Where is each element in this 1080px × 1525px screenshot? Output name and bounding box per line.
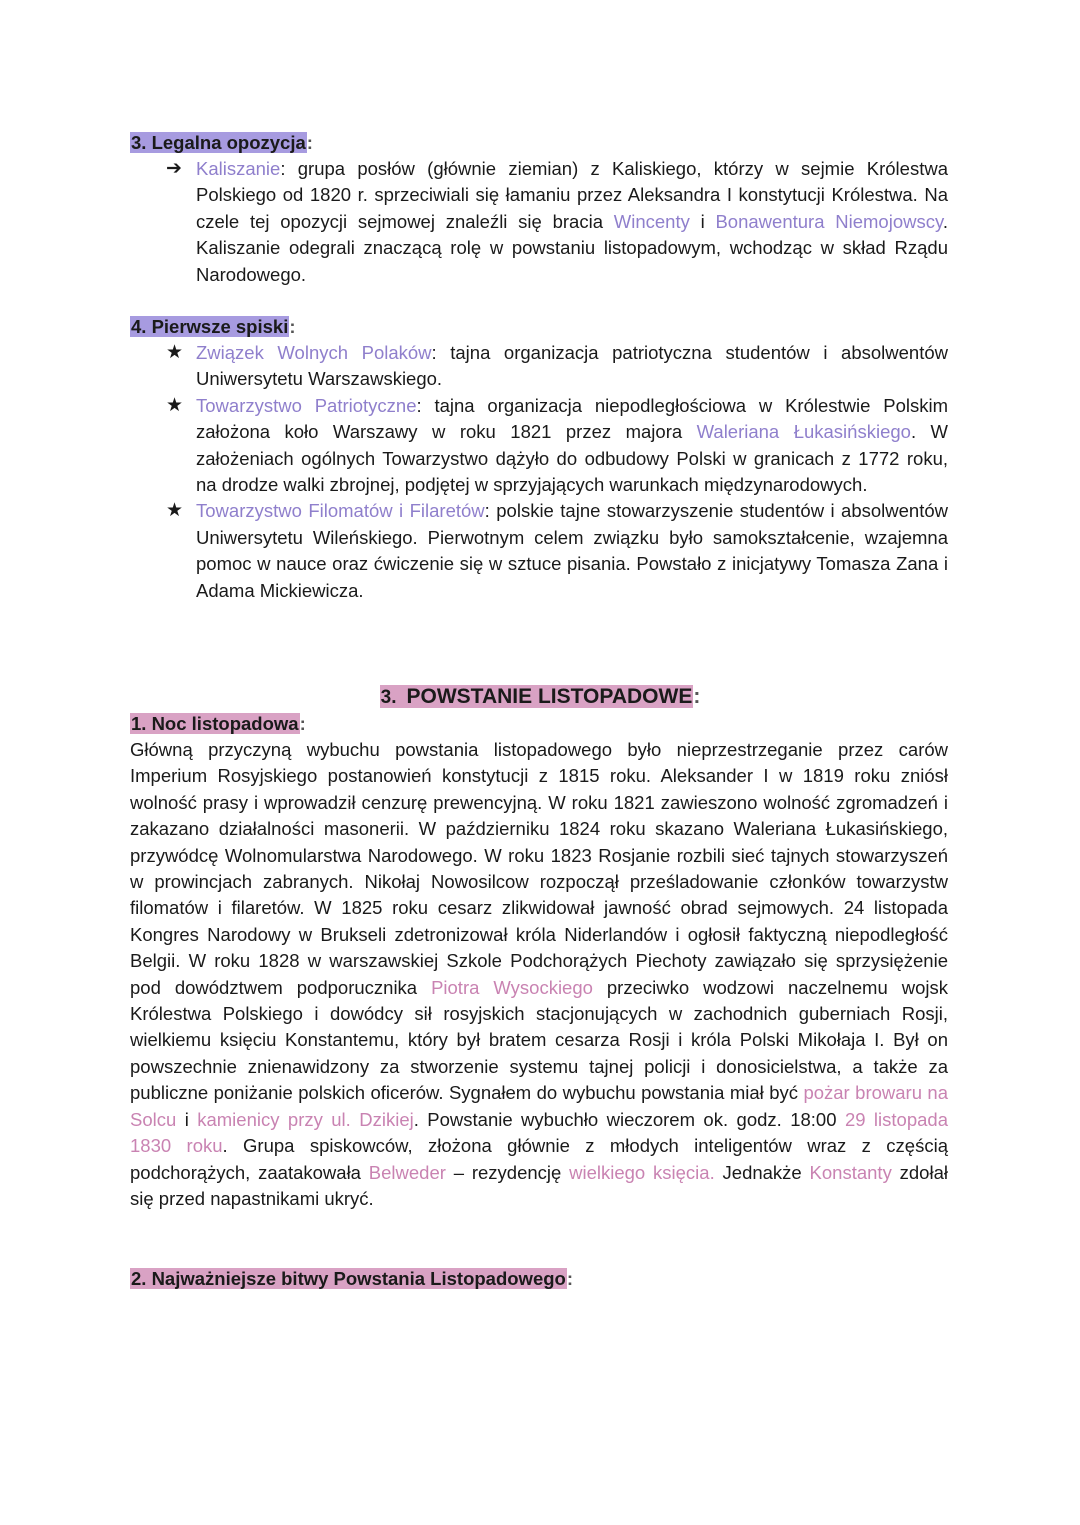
battles-section (130, 1266, 948, 1292)
list-item (130, 340, 948, 393)
text-run: Jednakże (714, 1161, 810, 1183)
term-highlight: Waleriana Łukasińskiego (696, 421, 911, 443)
list-item-text (196, 395, 948, 495)
heading-colon: : (289, 316, 296, 337)
heading-colon: : (693, 685, 701, 708)
first-plots-heading-text: 4. Pierwsze spiski (131, 316, 289, 337)
november-night-heading-text: 1. Noc listopadowa (131, 713, 299, 734)
text-run: . W założeniach ogólnych Towarzystwo dążyło do odbudowy Polski w granicach z 1772 roku, na drodze walki zbrojnej, podjętej w sprzyjających warunkach międzynarodowych. (196, 421, 949, 496)
november-night-paragraph (130, 737, 948, 1212)
text-run: : polskie tajne stowarzyszenie studentów i absolwentów Uniwersytetu Wileńskiego. Pierwotnym celem związku było samokształcenie, wzajemna pomoc w nauce oraz ćwiczenie się w sztuce pisania. Powstało z inicjatywy Tomasza Zana i Adama Mickiewicza. (196, 500, 949, 601)
first-plots-heading (130, 314, 948, 340)
star-bullet-icon: ★ (166, 500, 184, 522)
list-item-text (196, 500, 948, 600)
term-highlight: Kaliszanie (196, 158, 281, 179)
arrow-bullet-icon: ➔ (166, 158, 182, 179)
term-highlight: Towarzystwo Filomatów i Filaretów (196, 500, 485, 522)
battles-heading (130, 1266, 948, 1292)
first-plots-section (130, 314, 948, 604)
section-title-text: POWSTANIE LISTOPADOWE (406, 685, 693, 708)
list-item (130, 393, 948, 499)
battles-heading-text: 2. Najważniejsze bitwy Powstania Listopadowego (131, 1268, 566, 1289)
heading-colon: : (566, 1268, 574, 1289)
star-bullet-icon: ★ (166, 394, 184, 416)
term-highlight: 29 listopada 1830 roku (130, 1108, 948, 1157)
term-highlight: Związek Wolnych Polaków (196, 342, 432, 363)
list-item (130, 498, 948, 604)
first-plots-list (130, 340, 948, 604)
november-night-heading (130, 711, 948, 737)
legal-opposition-heading-text: 3. Legalna opozycja (131, 132, 306, 153)
legal-opposition-section (130, 130, 948, 288)
text-run: i (689, 210, 716, 232)
term-highlight: Piotra Wysockiego (431, 976, 593, 998)
november-night-section (130, 711, 948, 1212)
list-item-text (196, 342, 948, 389)
kaliszanie-paragraph (196, 158, 948, 285)
section-number: 3. (380, 687, 397, 708)
term-highlight: Wincenty (613, 210, 690, 232)
text-run: Główną przyczyną wybuchu powstania listopadowego było nieprzestrzeganie przez carów Imperium Rosyjskiego postanowień konstytucji z 1815 roku. Aleksander I w 1819 roku zniósł wolność prasy i wprowadził cenzurę prewencyjną. W roku 1821 zawieszono wolność zgromadzeń i zakazano działalności masonerii. W październiku 1824 roku skazano Waleriana Łukasińskiego, przywódcę Wolnomularstwa Narodowego. W roku 1823 Rosjanie rozbili sieć tajnych stowarzyszeń w prowincjach zabranych. Nikołaj Nowosilcow rozpoczął prześladowanie członków towarzystw filomatów i filaretów. W 1825 roku cesarz zlikwidował jawność obrad sejmowych. 24 listopada Kongres Narodowy w Brukseli zdetronizował króla Niderlandów i ogłosił faktyczną niepodległość Belgii. W roku 1828 w warszawskiej Szkole Podchorążych Piechoty zawiązało się sprzysiężenie pod dowództwem podporucznika (130, 739, 948, 998)
term-highlight: Bonawentura Niemojowscy (715, 210, 943, 232)
legal-opposition-list (130, 156, 948, 288)
text-run: . Powstanie wybuchło wieczorem ok. godz. 18:00 (413, 1108, 845, 1130)
term-highlight: Towarzystwo Patriotyczne (196, 394, 417, 416)
text-run: . Grupa spiskowców, złożona głównie z młodych inteligentów wraz z częścią podchorążych, zaatakowała (130, 1135, 948, 1183)
text-run: i (176, 1108, 198, 1130)
term-highlight: Konstanty (809, 1161, 892, 1183)
heading-colon: : (299, 713, 306, 734)
section-title (0, 683, 1080, 712)
term-highlight: Belweder (368, 1161, 446, 1183)
term-highlight: wielkiego księcia. (569, 1161, 715, 1183)
section-title-highlight (380, 685, 694, 708)
list-item (130, 156, 948, 288)
text-run: : tajna organizacja niepodległościowa w Królestwie Polskim założona koło Warszawy w roku 1821 przez majora (196, 394, 948, 443)
star-bullet-icon: ★ (166, 342, 184, 363)
term-highlight: pożar browaru na Solcu (130, 1082, 948, 1130)
text-run: : tajna organizacja patriotyczna studentów i absolwentów Uniwersytetu Warszawskiego. (196, 342, 948, 390)
text-run: . Kaliszanie odegrali znaczącą rolę w powstaniu listopadowym, wchodząc w skład Rządu Narodowego. (196, 210, 948, 285)
legal-opposition-heading (130, 130, 948, 156)
text-run: przeciwko wodzowi naczelnemu wojsk Królestwa Polskiego i dowódcy sił rosyjskich stacjonujących w zachodnich guberniach Rosji, wielkiemu księciu Konstantemu, który był bratem cesarza Rosji i króla Polski Mikołaja I. Był on powszechnie znienawidzony za stworzenie systemu tajnej policji i donosicielstwa, a także za publiczne poniżanie polskich oficerów. Sygnałem do wybuchu powstania miał być (130, 976, 948, 1104)
term-highlight: kamienicy przy ul. Dzikiej (197, 1108, 414, 1130)
text-run: zdołał się przed napastnikami ukryć. (130, 1161, 948, 1209)
text-run: : grupa posłów (głównie ziemian) z Kaliskiego, którzy w sejmie Królestwa Polskiego od 1820 r. sprzeciwiali się łamaniu przez Aleksandra I konstytucji Królestwa. Na czele tej opozycji sejmowej znaleźli się bracia (196, 158, 948, 232)
text-run: – rezydencję (445, 1161, 570, 1183)
heading-colon: : (306, 132, 313, 153)
